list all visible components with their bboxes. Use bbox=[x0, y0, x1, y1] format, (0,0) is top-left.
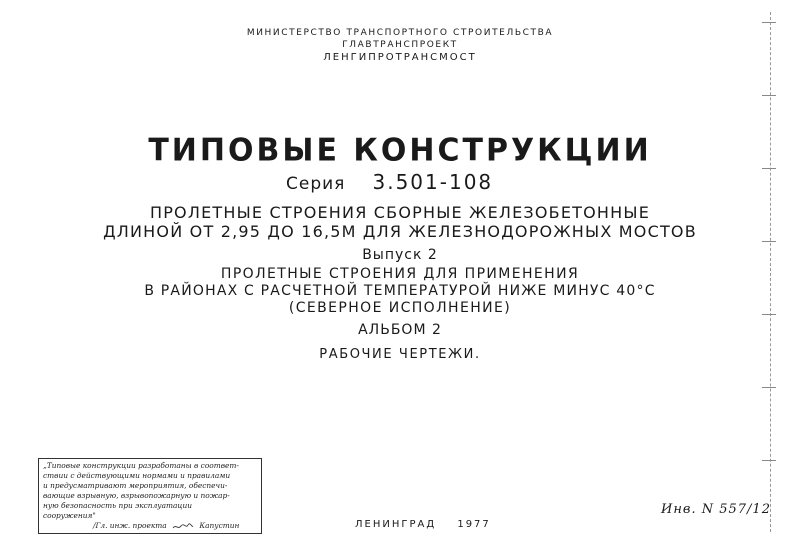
stamp-line: ствии с действующими нормами и правилами bbox=[43, 471, 231, 480]
drawings-label: РАБОЧИЕ ЧЕРТЕЖИ. bbox=[319, 347, 481, 362]
issue-label: Выпуск 2 bbox=[362, 247, 438, 263]
stamp-line: вающие взрывную, взрывопожарную и пожар- bbox=[43, 491, 230, 500]
subject-line-1: ПРОЛЕТНЫЕ СТРОЕНИЯ СБОРНЫЕ ЖЕЛЕЗОБЕТОННЫЕ bbox=[149, 203, 651, 222]
stamp-line: „Типовые конструкции разработаны в соответ- bbox=[43, 461, 239, 470]
stamp-sign-prefix: /Гл. инж. проекта bbox=[93, 521, 167, 530]
institute-name: ЛЕНГИПРОТРАНСМОСТ bbox=[323, 52, 477, 63]
subject-line-2: ДЛИНОЙ ОТ 2,95 ДО 16,5М ДЛЯ ЖЕЛЕЗНОДОРОЖНЫХ МОСТОВ bbox=[103, 222, 697, 241]
issue-line-2: В РАЙОНАХ С РАСЧЕТНОЙ ТЕМПЕРАТУРОЙ НИЖЕ МИНУС 40°С bbox=[144, 283, 656, 299]
place-and-year bbox=[355, 519, 491, 530]
handwritten-signature bbox=[172, 523, 194, 530]
series-label: Серия bbox=[286, 174, 346, 194]
city-name: ЛЕНИНГРАД bbox=[355, 519, 437, 530]
border-tick bbox=[762, 460, 776, 461]
year: 1977 bbox=[457, 519, 491, 530]
issue-line-3: (СЕВЕРНОЕ ИСПОЛНЕНИЕ) bbox=[288, 300, 512, 316]
series-row bbox=[286, 170, 493, 194]
border-tick bbox=[762, 387, 776, 388]
stamp-signature-line bbox=[43, 521, 257, 531]
border-tick bbox=[762, 241, 776, 242]
main-title: ТИПОВЫЕ КОНСТРУКЦИИ bbox=[148, 132, 652, 169]
ministry-name: МИНИСТЕРСТВО ТРАНСПОРТНОГО СТРОИТЕЛЬСТВА bbox=[246, 28, 554, 38]
border-tick bbox=[762, 95, 776, 96]
stamp-line: и предусматривают мероприятия, обеспечи- bbox=[43, 481, 228, 490]
department-name: ГЛАВТРАНСПРОЕКТ bbox=[342, 40, 458, 50]
stamp-sign-name: Капустин bbox=[199, 521, 240, 530]
stamp-line: сооружения" bbox=[43, 511, 96, 520]
issue-line-1: ПРОЛЕТНЫЕ СТРОЕНИЯ ДЛЯ ПРИМЕНЕНИЯ bbox=[220, 266, 580, 282]
compliance-stamp bbox=[38, 458, 262, 534]
inventory-number: Инв. N 557/12 bbox=[661, 502, 771, 517]
stamp-line: ную безопасность при эксплуатации bbox=[43, 501, 193, 510]
album-label: АЛЬБОМ 2 bbox=[358, 322, 442, 338]
series-number: 3.501-108 bbox=[372, 170, 494, 194]
border-tick bbox=[762, 22, 776, 23]
